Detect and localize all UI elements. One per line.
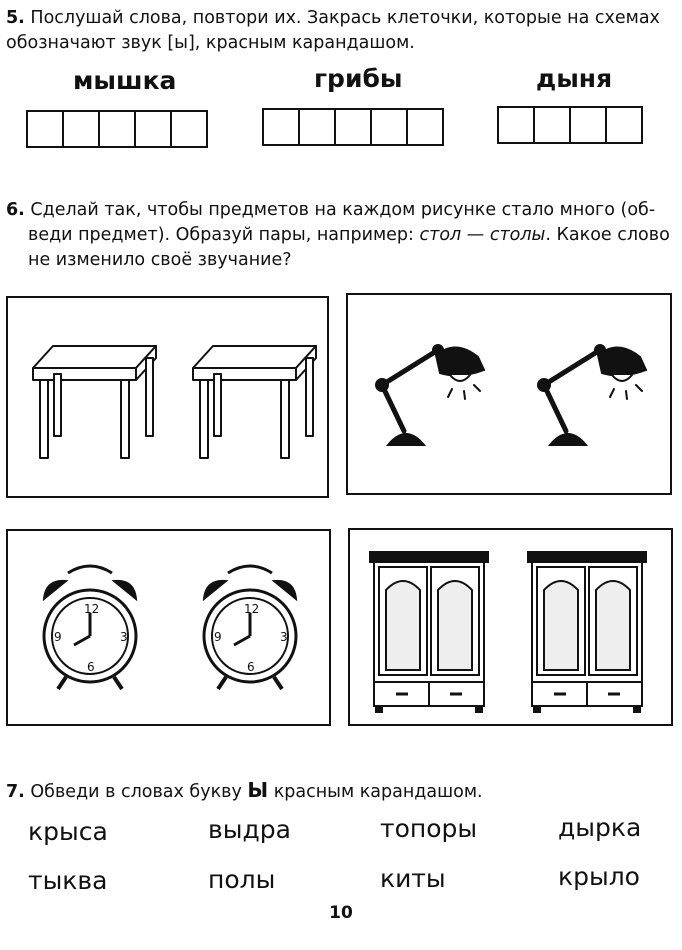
picture-panel-tables[interactable] (6, 296, 329, 498)
word-poly[interactable]: полы (208, 865, 276, 894)
word-tykva[interactable]: тыква (28, 866, 108, 895)
svg-text:6: 6 (247, 660, 255, 674)
desk-lamp-icon (348, 295, 670, 493)
sound-cell[interactable] (262, 108, 300, 146)
sound-cell[interactable] (605, 106, 643, 144)
task-5-text: Послушай слова, повтори их. Закрась клеточки, которые на схемах обозначают звук [ы], красным карандашом. (6, 8, 660, 53)
word-topory[interactable]: топоры (380, 814, 478, 843)
word-dynya: дыня (536, 64, 613, 93)
wardrobe-icon (350, 530, 671, 724)
sound-cell[interactable] (533, 106, 571, 144)
table-icon (8, 298, 327, 496)
task-5-instruction (6, 6, 672, 56)
sound-cell[interactable] (98, 110, 136, 148)
picture-panel-wardrobes[interactable] (348, 528, 673, 726)
picture-panel-lamps[interactable] (346, 293, 672, 495)
word-griby: грибы (314, 64, 403, 93)
task-6-text-2a: веди предмет). Образуй пары, например: (28, 225, 420, 245)
word-vydra[interactable]: выдра (208, 815, 291, 844)
svg-text:6: 6 (87, 660, 95, 674)
word-kity[interactable]: киты (380, 864, 446, 893)
sound-cell[interactable] (26, 110, 64, 148)
sound-cell[interactable] (134, 110, 172, 148)
word-krylo[interactable]: крыло (558, 862, 640, 891)
svg-text:9: 9 (214, 630, 222, 644)
sound-cell[interactable] (406, 108, 444, 146)
task-7-number: 7. (6, 782, 25, 802)
word-dyrka[interactable]: дырка (558, 813, 642, 842)
svg-text:9: 9 (54, 630, 62, 644)
task-7-letter: Ы (247, 778, 269, 802)
task-6-text-1: Сделай так, чтобы предметов на каждом рисунке стало много (об- (30, 200, 656, 220)
svg-text:3: 3 (280, 630, 288, 644)
task-6-line-3: не изменило своё звучание? (28, 250, 292, 270)
task-6-text-2b: . Какое слово (545, 225, 670, 245)
task-7-text-b: красным карандашом. (268, 782, 483, 802)
sound-cell[interactable] (497, 106, 535, 144)
task-6-line-2 (6, 223, 672, 248)
sound-cell[interactable] (370, 108, 408, 146)
word-myshka: мышка (73, 66, 177, 95)
sound-cell[interactable] (569, 106, 607, 144)
svg-text:12: 12 (84, 602, 100, 616)
task-6-line-1 (6, 198, 672, 223)
sound-cell[interactable] (298, 108, 336, 146)
task-7-instruction (6, 778, 672, 805)
task-7-text-a: Обведи в словах букву (30, 782, 248, 802)
sound-scheme-dynya (497, 106, 641, 142)
sound-scheme-griby (262, 108, 442, 144)
sound-cell[interactable] (62, 110, 100, 148)
word-krysa[interactable]: крыса (28, 817, 108, 846)
sound-cell[interactable] (334, 108, 372, 146)
alarm-clock-icon (8, 531, 329, 724)
sound-cell[interactable] (170, 110, 208, 148)
task-6-number: 6. (6, 200, 25, 220)
picture-panel-clocks[interactable] (6, 529, 331, 726)
task-6-example: стол — столы (419, 225, 546, 245)
sound-scheme-myshka (26, 110, 206, 146)
task-5-number: 5. (6, 8, 25, 28)
svg-text:3: 3 (120, 630, 128, 644)
svg-text:12: 12 (244, 602, 260, 616)
task-6-instruction (6, 198, 672, 273)
page-number: 10 (329, 903, 353, 923)
